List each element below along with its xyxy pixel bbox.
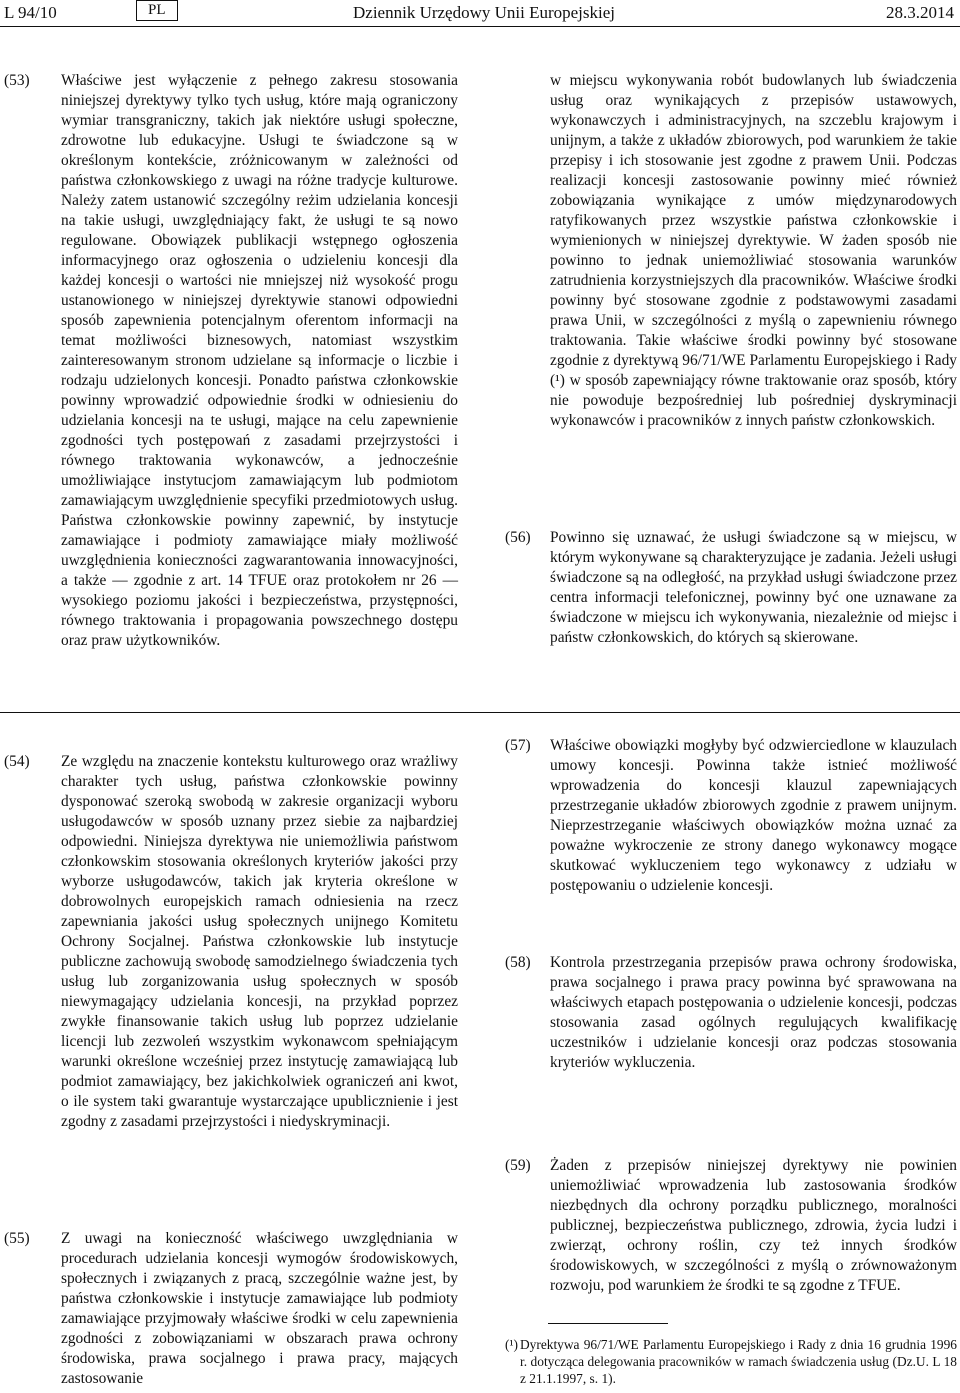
paragraph-54-text: Ze względu na znaczenie kontekstu kulturowego oraz wrażliwy charakter tych usług, państwa członkowskie powinny dysponować szeroką swobodą w zakresie organizacji wyboru usługodawców w sposób uznany przez siebie za najbardziej odpowiedni. Niniejsza dyrektywa nie uniemożliwia państwom członkowskim stosowania określonych kryteriów jakości przy wyborze usługodawców, takich jak kryteria określone w dobrowolnych europejskich ramach odniesienia na rzecz zapewniania jakości usług społecznych unijnego Komitetu Ochrony Socjalnej. Państwa członkowskie lub instytucje publiczne zachowują swobodę samodzielnego świadczenia tych usług lub zorganizowania usług społecznych w sposób niewymagający udzielania koncesji, na przykład poprzez zwykłe finansowanie takich usług lub poprzez udzielanie licencji lub zezwoleń wszystkim wykonawcom spełniającym warunki określone wcześniej przez instytucję zamawiającą lub podmiot zamawiający, bez jakichkolwiek ograniczeń ani kwot, o ile system taki gwarantuje wystarczające upublicznienie i jest zgodny z zasadami przejrzystości i niedyskryminacji.	[61, 753, 458, 1130]
footnote-marker: (¹)	[505, 1337, 518, 1352]
paragraph-57-text: Właściwe obowiązki mogłyby być odzwierciedlone w klauzulach umowy koncesji. Powinna także istnieć możliwość wprowadzenia do koncesji klauzul zapewniających przestrzeganie układów zbiorowych zgodnie z prawem unijnym. Nieprzestrzeganie właściwych obowiązków można uznać za poważne wykroczenie ze strony danego wykonawcy mogące skutkować wykluczeniem tego wykonawcy z udziału w postępowaniu o udzielenie koncesji.	[550, 737, 957, 894]
paragraph-number-55: (55)	[4, 1230, 30, 1247]
page-reference: L 94/10	[4, 3, 57, 22]
header-rule	[0, 26, 960, 27]
section-separator	[0, 712, 960, 713]
paragraph-number-58: (58)	[505, 954, 531, 971]
paragraph-55-continuation: w miejscu wykonywania robót budowlanych lub świadczenia usług oraz wynikających z przepisów ustawowych, wykonawczych i administracyjnych, na szczeblu krajowym i unijnym, a także z układów zbiorowych, pod warunkiem że takie przepisy i ich stosowanie jest zgodne z prawem Unii. Podczas realizacji koncesji zastosowanie powinny mieć również zobowiązania wynikające z umów międzynarodowych ratyfikowanych przez wszystkie państwa członkowskie i wymienionych w niniejszej dyrektywie. W żaden sposób nie powinno to jednak uniemożliwiać stosowania warunków zatrudnienia korzystniejszych dla pracowników. Właściwe środki powinny być stosowane zgodnie z podstawowymi zasadami prawa Unii, w szczególności z myślą o zapewnieniu równego traktowania. Takie właściwe środki powinny być stosowane zgodnie z dyrektywą 96/71/WE Parlamentu Europejskiego i Rady (¹) w sposób zapewniający równe traktowanie oraz sposób, który nie powoduje bezpośredniej lub pośredniej dyskryminacji wykonawców i pracowników z innych państw członkowskich.	[550, 72, 957, 429]
footnote-rule	[548, 1323, 668, 1324]
paragraph-58-text: Kontrola przestrzegania przepisów prawa ochrony środowiska, prawa socjalnego i prawa pracy powinna być sprawowana na właściwych etapach postępowania o udzielenie koncesji, podczas stosowania zasad ogólnych regulujących kwalifikację uczestników i udzielanie koncesji oraz podczas stosowania kryteriów wykluczenia.	[550, 954, 957, 1071]
journal-title: Dziennik Urzędowy Unii Europejskiej	[353, 3, 616, 22]
paragraph-number-57: (57)	[505, 737, 531, 754]
paragraph-number-53: (53)	[4, 72, 30, 89]
language-code-box: PL	[136, 0, 178, 21]
publication-date: 28.3.2014	[886, 3, 954, 22]
paragraph-56-text: Powinno się uznawać, że usługi świadczone są w miejscu, w którym wykonywane są charakteryzujące je zadania. Jeżeli usługi świadczone są na odległość, na przykład usługi świadczone przez centra informacji telefonicznej, powinny być one uznawane za świadczone w miejscu ich wykonywania, niezależnie od miejsc i państw członkowskich, do których są skierowane.	[550, 529, 957, 646]
paragraph-59-text: Żaden z przepisów niniejszej dyrektywy nie powinien uniemożliwiać wprowadzenia lub zastosowania środków niezbędnych dla ochrony porządku publicznego, moralności publicznej, bezpieczeństwa publicznego, zdrowia, życia ludzi i zwierząt, ochrony roślin, czy też innych środków środowiskowych, w szczególności z myślą o zrównoważonym rozwoju, pod warunkiem że środki te są zgodne z TFUE.	[550, 1157, 957, 1294]
page-header	[0, 0, 960, 34]
paragraph-53-text: Właściwe jest wyłączenie z pełnego zakresu stosowania niniejszej dyrektywy tylko tych usług, które mają ograniczony wymiar transgraniczny, takich jak niektóre usługi społeczne, zdrowotne lub edukacyjne. Usługi te świadczone są w określonym kontekście, zróżnicowanym w zależności od państwa członkowskiego z uwagi na różne tradycje kulturowe. Należy zatem ustanowić szczególny reżim udzielania koncesji na takie usługi, uwzględniający fakt, że usługi te są nowo regulowane. Obowiązek publikacji wstępnego ogłoszenia informacyjnego oraz ogłoszenia o udzieleniu koncesji dla każdej koncesji o wartości nie mniejszej niż wysokość progu ustanowionego w niniejszej dyrektywie stanowi odpowiedni sposób zapewnienia potencjalnym oferentom informacji na temat możliwości biznesowych, natomiast wszystkim zainteresowanym stronom udzielane są informacje o liczbie i rodzaju udzielonych koncesji. Ponadto państwa członkowskie powinny wprowadzić odpowiednie środki w odniesieniu do udzielania koncesji na te usługi, mające na celu zapewnienie zgodności tych postępowań z zasadami przejrzystości i równego traktowania wykonawców, a jednocześnie umożliwiające instytucjom zamawiającym lub podmiotom zamawiającym uwzględnienie specyfiki przedmiotowych usług. Państwa członkowskie powinny zapewnić, by instytucje zamawiające i podmioty zamawiające miały możliwość uwzględnienia konieczności zagwarantowania innowacyjności, a także — zgodnie z art. 14 TFUE oraz protokołem nr 26 — wysokiego poziomu jakości i bezpieczeństwa, przystępności, równego traktowania i propagowania powszechnego dostępu oraz praw użytkowników.	[61, 72, 458, 649]
paragraph-number-54: (54)	[4, 753, 30, 770]
footnote-text: Dyrektywa 96/71/WE Parlamentu Europejskiego i Rady z dnia 16 grudnia 1996 r. dotycząca delegowania pracowników w ramach świadczenia usług (Dz.U. L 18 z 21.1.1997, s. 1).	[520, 1337, 957, 1386]
paragraph-number-56: (56)	[505, 529, 531, 546]
paragraph-55-text: Z uwagi na konieczność właściwego uwzględniania w procedurach udzielania koncesji wymogów środowiskowych, społecznych i związanych z pracą, szczególnie ważne jest, by państwa członkowskie i instytucje zamawiające lub podmioty zamawiające przyjmowały właściwe środki w celu zapewnienia zgodności z zobowiązaniami w obszarach prawa ochrony środowiska, prawa socjalnego i prawa pracy, mających zastosowanie	[61, 1230, 458, 1387]
footnote	[505, 1336, 957, 1387]
paragraph-number-59: (59)	[505, 1157, 531, 1174]
